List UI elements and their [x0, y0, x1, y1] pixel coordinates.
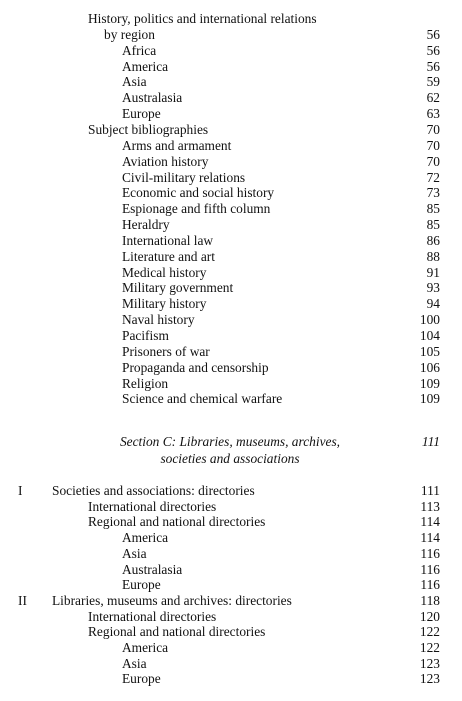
toc-entry [0, 249, 462, 265]
toc-entry [0, 106, 462, 122]
section-c-title-line2: societies and associations [160, 451, 300, 466]
toc-entry-page: 56 [426, 58, 440, 74]
toc-entry-page: 123 [419, 671, 440, 687]
toc-entry-page: 62 [426, 90, 440, 106]
toc-entry-label: Subject bibliographies [88, 121, 209, 137]
toc-entry-label: Naval history [122, 312, 195, 328]
toc-entry [0, 328, 462, 344]
toc-entry [0, 499, 462, 515]
toc-entry-label: Economic and social history [122, 185, 275, 201]
toc-entry-page: 113 [420, 498, 440, 514]
toc-entry [0, 280, 462, 296]
toc-entry-label: Regional and national directories [88, 624, 266, 640]
toc-entry-label: America [122, 58, 169, 74]
toc-entry-label: Prisoners of war [122, 343, 210, 359]
toc-entry-number: I [18, 483, 23, 498]
toc-entry [0, 138, 462, 154]
toc-entry-page: 111 [420, 483, 440, 498]
toc-entry-label: Australasia [122, 90, 183, 106]
toc-entry-page: 116 [420, 545, 440, 561]
toc-entry [0, 376, 462, 392]
toc-entry-label: Aviation history [122, 153, 209, 169]
toc-entry [0, 170, 462, 186]
toc-entry [0, 391, 462, 407]
toc-entry-label: Heraldry [122, 217, 170, 233]
toc-entry-label: Asia [122, 545, 147, 561]
toc-entry-label: Science and chemical warfare [122, 391, 283, 407]
toc-entry-page: 70 [426, 137, 440, 153]
toc-entry-label: History, politics and international relations [88, 11, 317, 26]
toc-entry-page: 72 [426, 169, 440, 185]
section-c-title-line1: Section C: Libraries, museums, archives, [119, 434, 341, 449]
toc-entry-label: Europe [122, 671, 161, 687]
toc-entry-label: Australasia [122, 561, 183, 577]
toc-entry [0, 344, 462, 360]
toc-entry [0, 265, 462, 281]
toc-entry-label: Military history [122, 296, 207, 312]
toc-entry [0, 562, 462, 578]
toc-entry-page: 114 [420, 514, 440, 530]
toc-entry-label: Regional and national directories [88, 514, 266, 530]
toc-entry-label: Religion [122, 375, 169, 391]
toc-entry [0, 59, 462, 75]
toc-entry [0, 201, 462, 217]
toc-entry-label: Libraries, museums and archives: directories [52, 592, 292, 608]
toc-entry [0, 233, 462, 249]
section-c-page: 111 [421, 434, 440, 449]
toc-entry-page: 123 [419, 655, 440, 671]
toc-entry-page: 85 [426, 201, 440, 217]
toc-entry [0, 624, 462, 640]
toc-entry-label: Pacifism [122, 328, 169, 343]
toc-entry-label: Propaganda and censorship [122, 359, 269, 375]
toc-entry-page: 73 [426, 185, 440, 201]
toc-entry [0, 671, 462, 687]
toc-entry-label: Asia [122, 655, 147, 671]
toc-entry-label: Europe [122, 577, 161, 593]
toc-entry-page: 122 [419, 640, 440, 655]
toc-entry-page: 63 [426, 106, 440, 122]
toc-entry-number: II [18, 592, 27, 608]
toc-entry-label: Literature and art [122, 248, 215, 264]
toc-entry-page: 56 [426, 42, 440, 58]
toc-entry [0, 74, 462, 90]
toc-entry-page: 85 [426, 217, 440, 233]
toc-entry [0, 27, 462, 43]
toc-entry-label: Medical history [122, 264, 207, 280]
toc-entry-page: 109 [419, 391, 440, 407]
toc-entry [0, 483, 462, 499]
toc-entry [0, 360, 462, 376]
toc-entry-page: 118 [420, 592, 440, 608]
toc-entry [0, 296, 462, 312]
toc-entry-page: 56 [426, 26, 440, 42]
toc-entry [0, 122, 462, 138]
toc-entry-label: Civil-military relations [122, 169, 246, 185]
toc-entry-page: 114 [420, 530, 440, 546]
toc-entry-label: Europe [122, 106, 161, 122]
toc-entry-page: 86 [426, 232, 440, 248]
toc-entry [0, 546, 462, 562]
toc-entry [0, 90, 462, 106]
toc-entry [0, 577, 462, 593]
toc-entry-page: 88 [426, 248, 440, 264]
toc-entry-page: 120 [419, 608, 440, 624]
toc-entry-label: Military government [122, 280, 234, 296]
toc-entry [0, 640, 462, 656]
toc-entry [0, 312, 462, 328]
toc-entry-page: 105 [419, 343, 440, 359]
toc-entry-label: International directories [88, 498, 217, 514]
toc-entry-page: 59 [426, 74, 440, 90]
toc-entry-page: 116 [420, 577, 440, 593]
toc-entry [0, 593, 462, 609]
toc-entry-page: 109 [419, 375, 440, 391]
toc-entry-page: 100 [419, 312, 440, 328]
toc-entry-label: International directories [88, 608, 217, 624]
toc-entry [0, 656, 462, 672]
toc-entry-label: International law [122, 232, 214, 248]
toc-entry-page: 122 [419, 624, 440, 640]
toc-entry-page: 94 [426, 296, 440, 312]
toc-entry [0, 43, 462, 59]
toc-entry-page: 70 [426, 153, 440, 169]
toc-entry-label: Asia [122, 74, 147, 90]
toc-entry-page: 93 [426, 280, 440, 296]
toc-entry-label: Espionage and fifth column [122, 201, 271, 217]
toc-entry-label: Africa [122, 42, 157, 58]
toc-entry [0, 514, 462, 530]
toc-entry-label: America [122, 530, 169, 546]
toc-entry-page: 91 [426, 264, 440, 280]
toc-entry [0, 11, 462, 27]
toc-entry [0, 609, 462, 625]
toc-entry [0, 185, 462, 201]
toc-entry-label: Societies and associations: directories [52, 483, 255, 498]
toc-entry [0, 530, 462, 546]
toc-entry [0, 217, 462, 233]
toc-entry-page: 116 [420, 561, 440, 577]
toc-entry-page: 70 [426, 121, 440, 137]
toc-entry-label: Arms and armament [122, 137, 232, 153]
toc-entry-page: 104 [419, 328, 440, 343]
toc-entry-label: by region [104, 26, 155, 42]
toc-entry [0, 154, 462, 170]
toc-entry-page: 106 [419, 359, 440, 375]
toc-entry-label: America [122, 640, 169, 655]
